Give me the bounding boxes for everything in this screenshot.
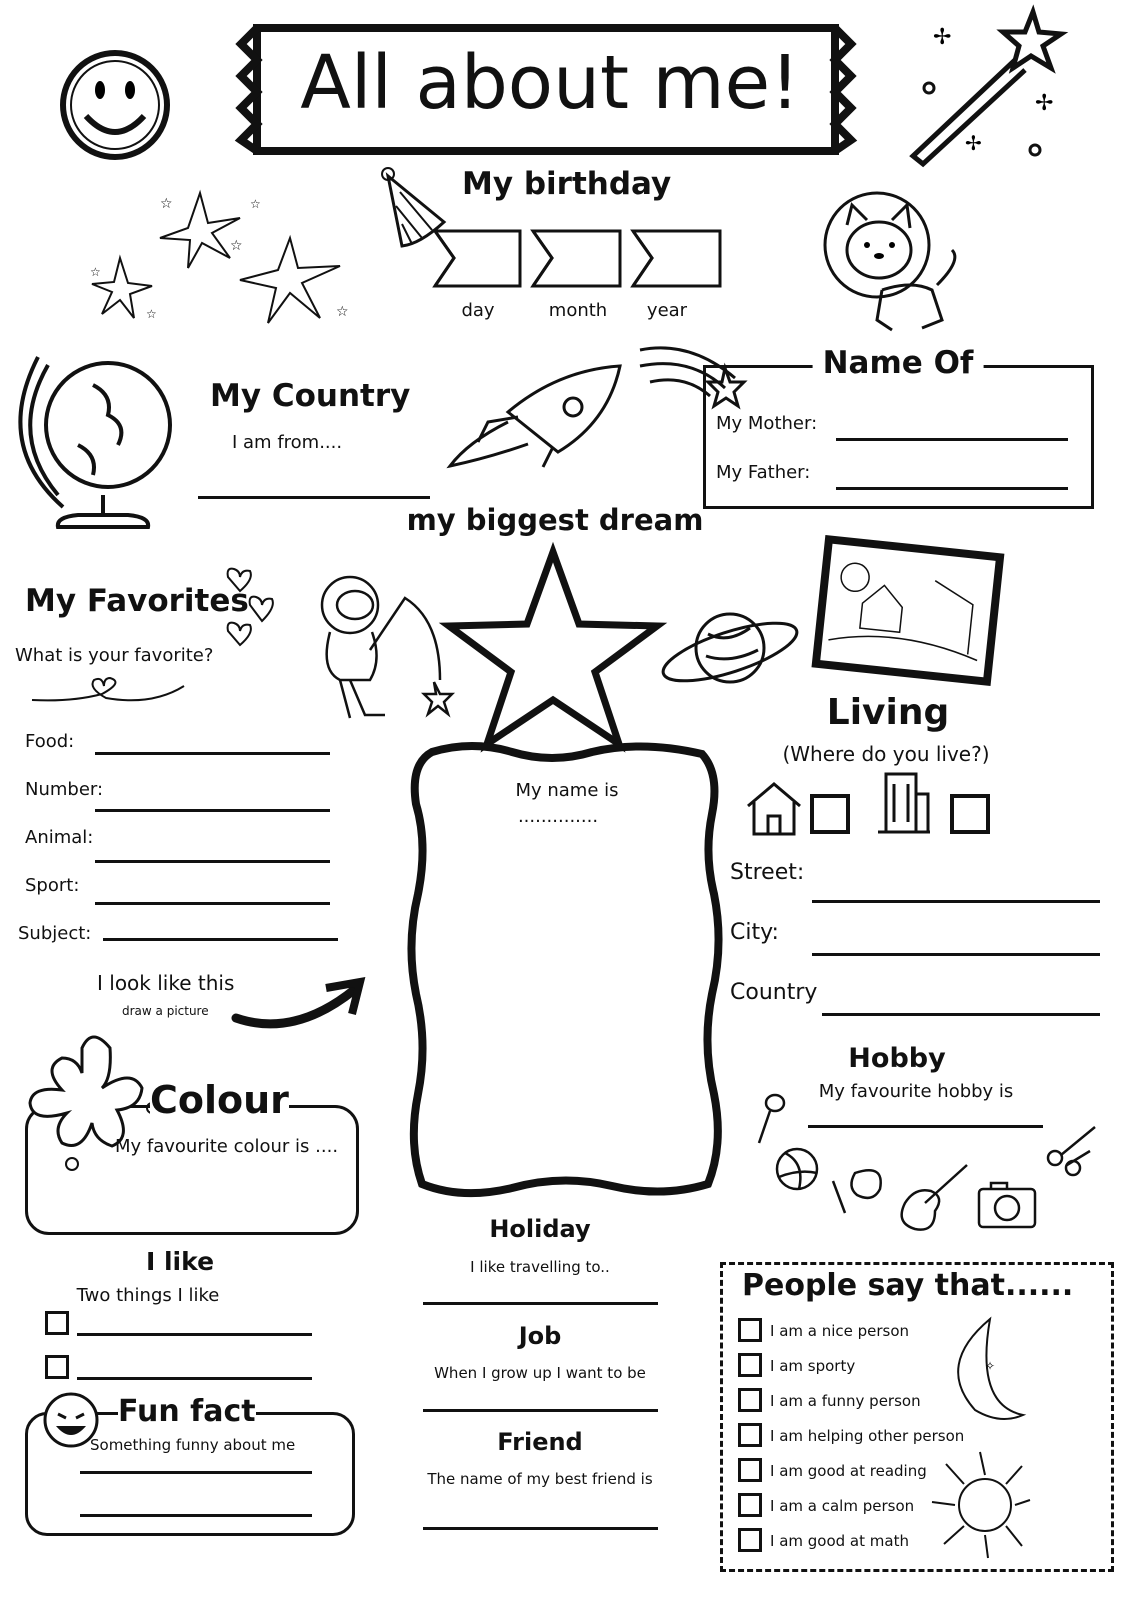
living-country-label: Country — [730, 980, 818, 1005]
svg-text:☆: ☆ — [336, 304, 349, 320]
people-item-4: I am helping other person — [770, 1427, 965, 1445]
holiday-prompt: I like travelling to.. — [470, 1258, 610, 1276]
name-label: My name is — [515, 780, 619, 801]
sport-answer-line[interactable] — [95, 902, 330, 905]
street-answer-line[interactable] — [812, 900, 1100, 903]
hearts-icon — [222, 565, 282, 650]
living-country-answer-line[interactable] — [822, 1013, 1100, 1016]
planet-icon — [658, 604, 803, 694]
dream-star-icon[interactable] — [443, 548, 663, 748]
country-prompt: I am from.... — [232, 432, 343, 453]
heart-squiggle-icon — [32, 672, 187, 708]
astronaut-dog-icon — [822, 190, 967, 340]
globe-icon — [18, 345, 168, 540]
living-heading: Living — [826, 692, 950, 733]
month-label: month — [548, 300, 608, 321]
people-item-1: I am a nice person — [770, 1322, 910, 1340]
country-heading: My Country — [210, 378, 411, 414]
name-dots[interactable]: .............. — [517, 806, 599, 827]
holiday-answer-line[interactable] — [423, 1302, 658, 1305]
people-item-7: I am good at math — [770, 1532, 909, 1550]
house-checkbox[interactable] — [810, 794, 850, 834]
svg-text:☆: ☆ — [90, 265, 101, 279]
ilike-checkbox-1[interactable] — [45, 1311, 69, 1335]
apartment-checkbox[interactable] — [950, 794, 990, 834]
food-answer-line[interactable] — [95, 752, 330, 755]
funfact-prompt: Something funny about me — [90, 1436, 296, 1454]
people-checkbox-7[interactable] — [738, 1528, 762, 1552]
building-icon — [876, 772, 930, 834]
people-item-3: I am a funny person — [770, 1392, 921, 1410]
street-label: Street: — [730, 860, 805, 885]
father-label: My Father: — [716, 462, 811, 483]
colour-prompt: My favourite colour is .... — [115, 1136, 339, 1157]
friend-answer-line[interactable] — [423, 1527, 658, 1530]
moon-icon — [945, 1315, 1025, 1425]
paint-palette-icon — [833, 1170, 881, 1213]
favorites-prompt: What is your favorite? — [15, 645, 214, 666]
volleyball-icon — [777, 1149, 817, 1189]
birthday-heading: My birthday — [462, 166, 672, 202]
city-label: City: — [730, 920, 779, 945]
friend-heading: Friend — [497, 1428, 583, 1456]
subject-answer-line[interactable] — [103, 938, 338, 941]
draw-label: draw a picture — [122, 1004, 209, 1018]
ilike-answer-line-1[interactable] — [77, 1333, 312, 1336]
svg-text:☆: ☆ — [230, 238, 243, 254]
svg-text:☆: ☆ — [146, 307, 157, 321]
people-item-5: I am good at reading — [770, 1462, 927, 1480]
sparkle-stars-icon — [90, 188, 360, 338]
page-title: All about me! — [300, 40, 800, 126]
job-prompt: When I grow up I want to be — [434, 1364, 646, 1382]
svg-text:☆: ☆ — [160, 196, 173, 212]
city-answer-line[interactable] — [812, 953, 1100, 956]
ilike-prompt: Two things I like — [76, 1285, 220, 1306]
hobby-icons — [755, 1093, 1100, 1233]
day-label: day — [461, 300, 495, 321]
svg-text:✢: ✢ — [965, 131, 982, 155]
people-checkbox-3[interactable] — [738, 1388, 762, 1412]
people-item-2: I am sporty — [770, 1357, 856, 1375]
friend-prompt: The name of my best friend is — [427, 1470, 653, 1488]
sun-icon — [930, 1450, 1030, 1560]
year-label: year — [646, 300, 688, 321]
mother-label: My Mother: — [716, 413, 818, 434]
people-say-heading: People say that...... — [742, 1268, 1074, 1303]
number-label: Number: — [25, 779, 104, 800]
favorites-heading: My Favorites — [25, 583, 249, 619]
people-checkbox-2[interactable] — [738, 1353, 762, 1377]
smiley-icon — [58, 48, 178, 168]
animal-answer-line[interactable] — [95, 860, 330, 863]
food-label: Food: — [25, 731, 75, 752]
people-say-box — [720, 1262, 1114, 1572]
astronaut-fishing-icon — [310, 570, 470, 722]
people-checkbox-4[interactable] — [738, 1423, 762, 1447]
mother-answer-line[interactable] — [836, 438, 1068, 441]
job-heading: Job — [518, 1322, 562, 1350]
people-checkbox-5[interactable] — [738, 1458, 762, 1482]
name-of-heading: Name Of — [813, 345, 984, 381]
svg-text:✧: ✧ — [985, 1359, 996, 1373]
svg-text:☆: ☆ — [250, 197, 261, 211]
arrow-icon — [234, 978, 364, 1038]
hobby-heading: Hobby — [848, 1043, 946, 1074]
sport-label: Sport: — [25, 875, 80, 896]
funfact-heading: Fun fact — [118, 1394, 256, 1429]
svg-text:✢: ✢ — [933, 25, 952, 50]
father-answer-line[interactable] — [836, 487, 1068, 490]
camera-icon — [979, 1189, 1035, 1227]
funfact-answer-line-2[interactable] — [80, 1514, 312, 1517]
job-answer-line[interactable] — [423, 1409, 658, 1412]
number-answer-line[interactable] — [95, 809, 330, 812]
ilike-answer-line-2[interactable] — [77, 1377, 312, 1380]
ilike-checkbox-2[interactable] — [45, 1355, 69, 1379]
people-item-6: I am a calm person — [770, 1497, 915, 1515]
ilike-heading: I like — [145, 1247, 215, 1276]
look-label: I look like this — [97, 971, 235, 995]
badminton-racket-icon — [766, 1095, 784, 1111]
scissors-icon — [1048, 1151, 1062, 1165]
animal-label: Animal: — [25, 827, 94, 848]
living-prompt: (Where do you live?) — [782, 742, 990, 766]
guitar-icon — [902, 1165, 967, 1230]
svg-text:✢: ✢ — [1035, 91, 1054, 116]
country-answer-line[interactable] — [198, 496, 430, 499]
magic-wand-icon — [905, 10, 1065, 170]
rocket-icon — [448, 362, 623, 470]
holiday-heading: Holiday — [489, 1215, 591, 1243]
house-photo-icon — [812, 538, 1004, 683]
subject-label: Subject: — [18, 923, 92, 944]
house-icon — [746, 782, 802, 836]
dream-heading: my biggest dream — [406, 503, 704, 537]
birthday-date-boxes[interactable] — [432, 228, 724, 292]
colour-heading: Colour — [150, 1078, 289, 1122]
people-checkbox-1[interactable] — [738, 1318, 762, 1342]
people-checkbox-6[interactable] — [738, 1493, 762, 1517]
funfact-answer-line-1[interactable] — [80, 1471, 312, 1474]
hobby-prompt: My favourite hobby is — [818, 1081, 1014, 1102]
